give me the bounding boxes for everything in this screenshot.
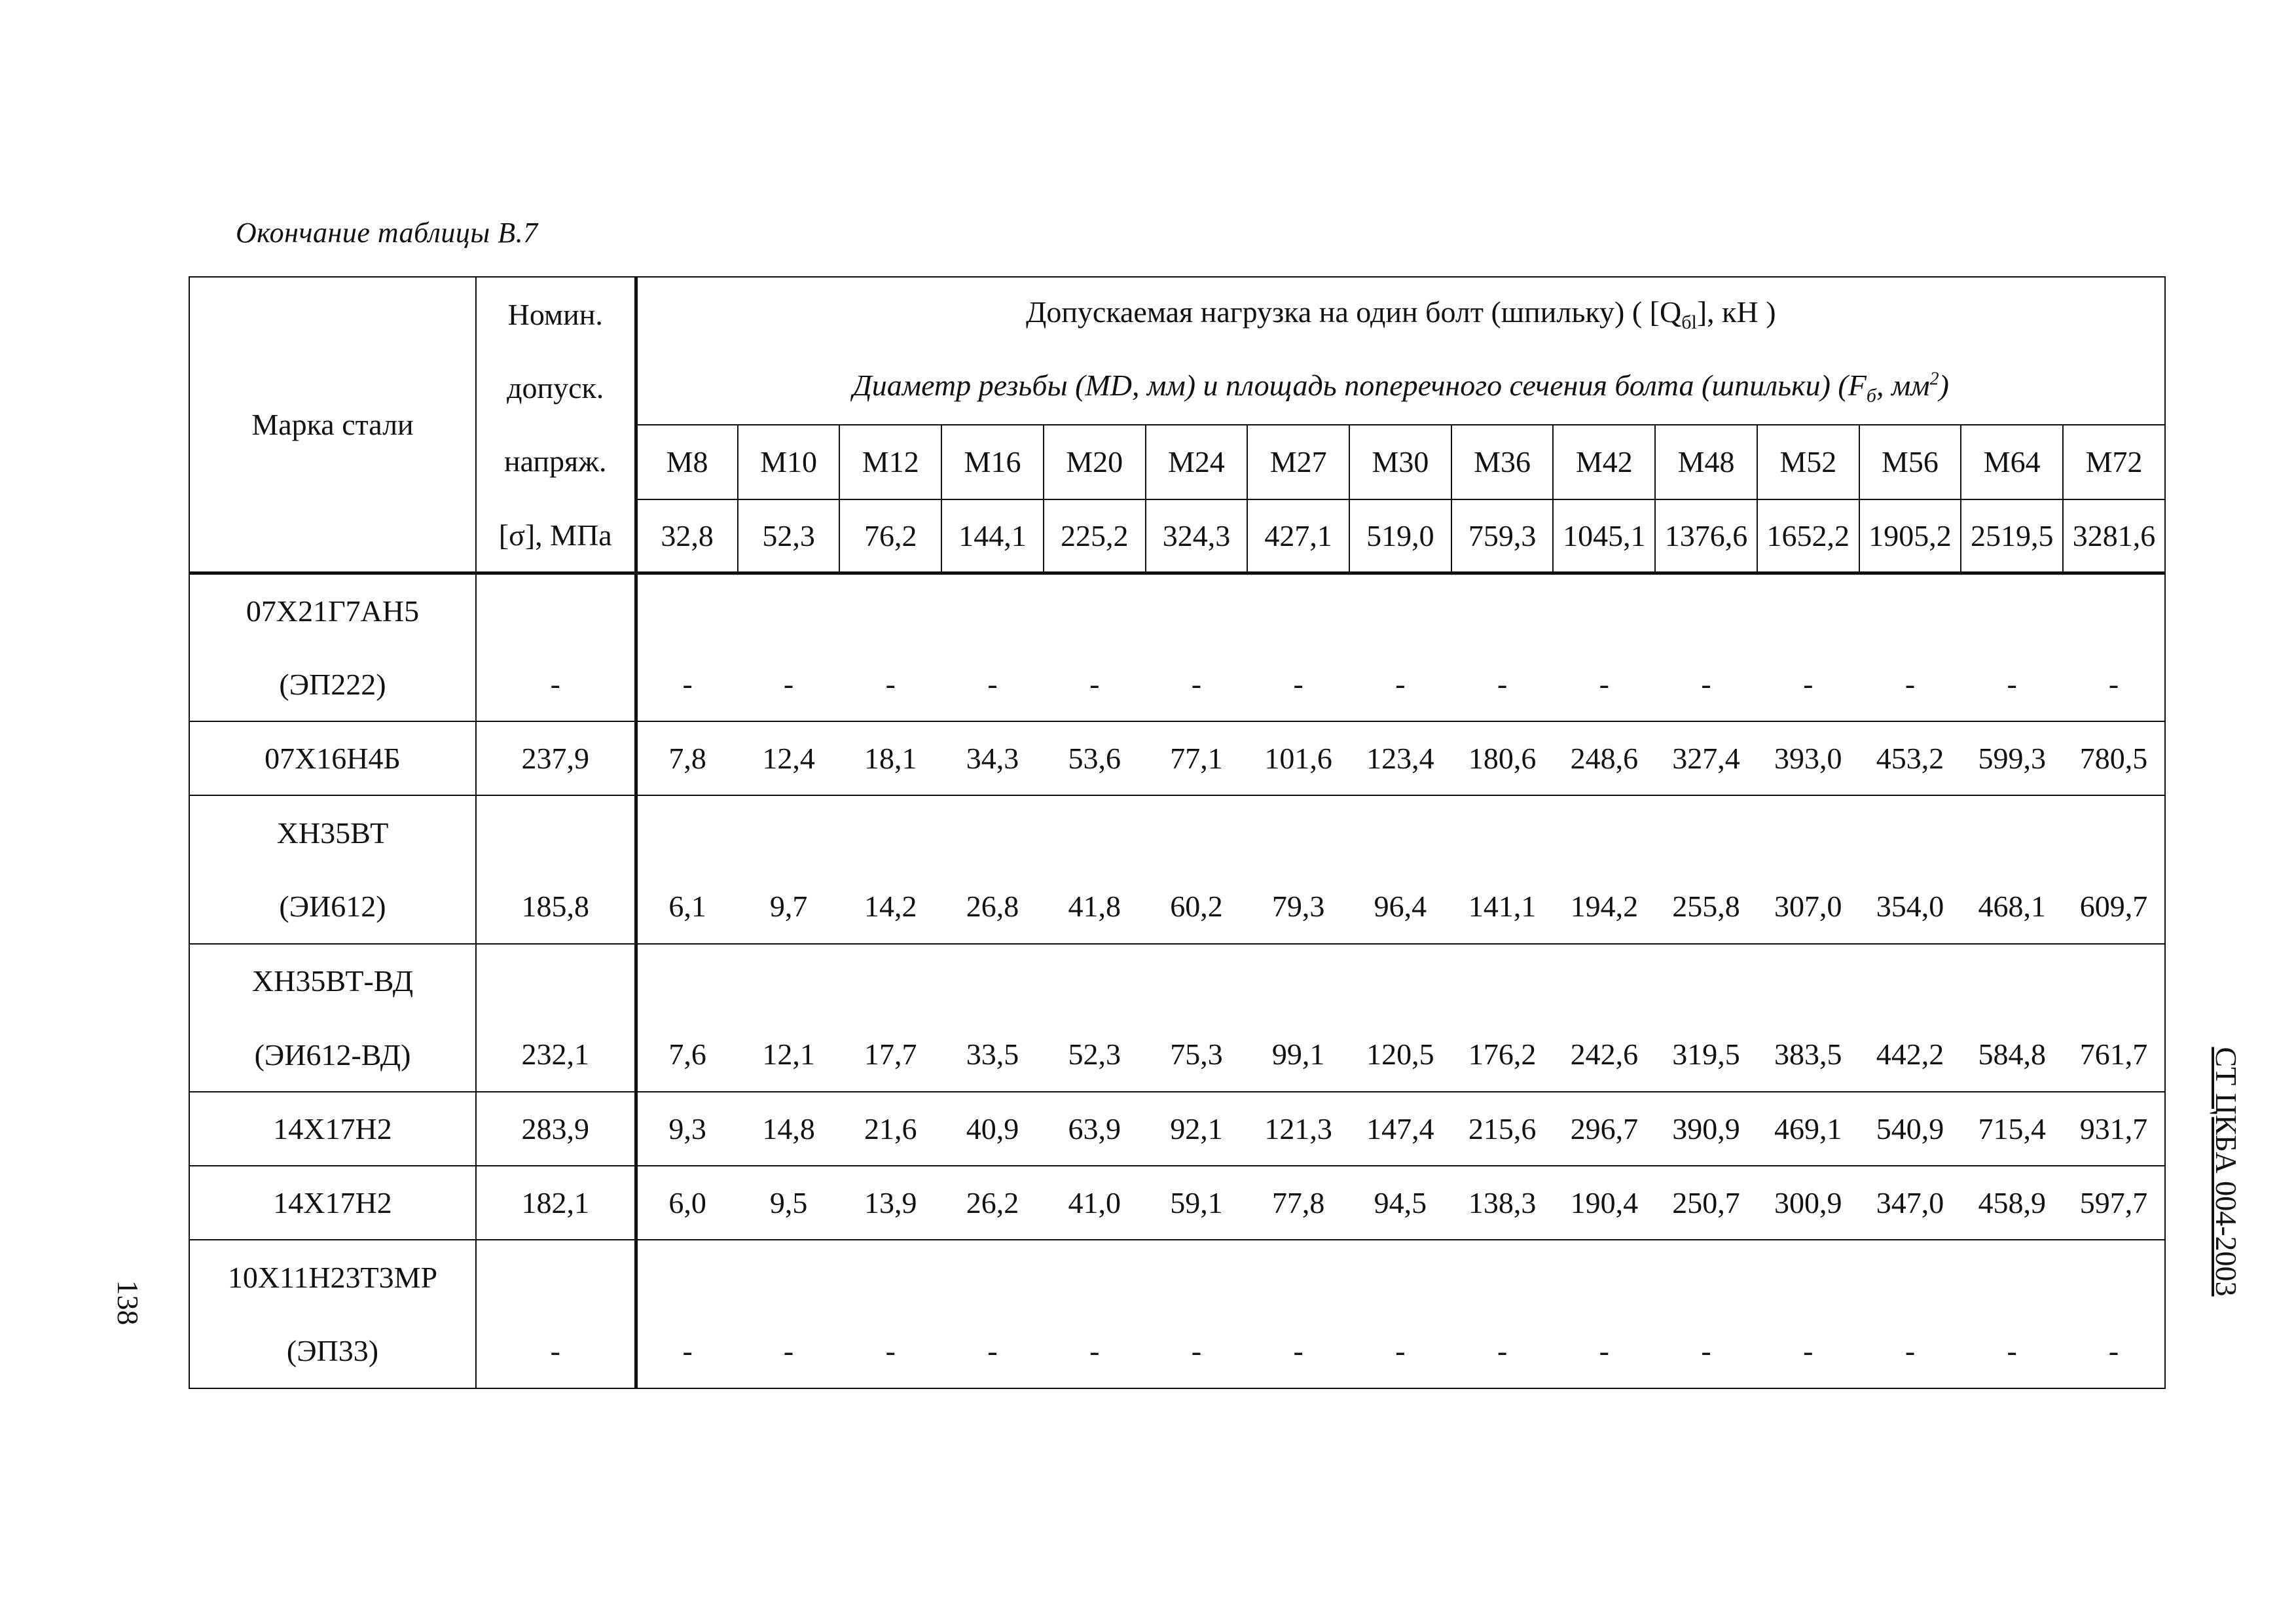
thread-size-cell: M8 bbox=[636, 425, 738, 499]
steel-grade-cell bbox=[189, 1240, 476, 1388]
load-value-cell: 931,7 bbox=[2063, 1092, 2165, 1166]
load-title-text: Допускаемая нагрузка на один болт (шпильку) ( [Q bbox=[1025, 295, 1682, 329]
load-value-cell: - bbox=[1655, 573, 1757, 721]
header-row-1 bbox=[189, 277, 2165, 351]
load-value-cell: 92,1 bbox=[1146, 1092, 1248, 1166]
diameter-title-text: Диаметр резьбы (MD, мм) и площадь поперечного сечения болта (шпильки) (F bbox=[852, 369, 1867, 403]
steel-grade-line: 14Х17Н2 bbox=[273, 1186, 392, 1220]
steel-grade-cell bbox=[189, 1166, 476, 1240]
load-value-cell: 13,9 bbox=[839, 1166, 941, 1240]
load-value-cell: 390,9 bbox=[1655, 1092, 1757, 1166]
load-value-cell: - bbox=[2063, 1240, 2165, 1388]
stress-header-line: [σ], МПа bbox=[498, 518, 612, 552]
table-row bbox=[189, 573, 2165, 721]
load-value-cell: 6,1 bbox=[636, 795, 738, 943]
stress-header-line: Номин. bbox=[507, 297, 603, 331]
load-value-cell: 123,4 bbox=[1349, 721, 1451, 795]
load-value-cell: 715,4 bbox=[1961, 1092, 2063, 1166]
load-value-cell: 101,6 bbox=[1247, 721, 1349, 795]
steel-grade-line: ХН35ВТ-ВД bbox=[251, 964, 414, 998]
load-value-cell: - bbox=[1349, 573, 1451, 721]
load-value-cell: - bbox=[839, 573, 941, 721]
table-caption: Окончание таблицы В.7 bbox=[236, 217, 538, 249]
area-cell: 3281,6 bbox=[2063, 499, 2165, 573]
area-cell: 324,3 bbox=[1146, 499, 1248, 573]
thread-size-cell: M36 bbox=[1451, 425, 1554, 499]
load-value-cell: - bbox=[1451, 573, 1554, 721]
load-value-cell: 147,4 bbox=[1349, 1092, 1451, 1166]
load-value-cell: 9,5 bbox=[738, 1166, 840, 1240]
table-row bbox=[189, 944, 2165, 1092]
area-cell: 1652,2 bbox=[1757, 499, 1859, 573]
load-value-cell: 121,3 bbox=[1247, 1092, 1349, 1166]
load-value-cell: 599,3 bbox=[1961, 721, 2063, 795]
load-value-cell: - bbox=[1146, 1240, 1248, 1388]
thread-size-cell: M42 bbox=[1553, 425, 1655, 499]
load-value-cell: - bbox=[839, 1240, 941, 1388]
load-value-cell: 59,1 bbox=[1146, 1166, 1248, 1240]
load-value-cell: - bbox=[1757, 1240, 1859, 1388]
load-value-cell: 41,0 bbox=[1044, 1166, 1146, 1240]
load-value-cell: - bbox=[738, 1240, 840, 1388]
load-value-cell: 194,2 bbox=[1553, 795, 1655, 943]
load-value-cell: 53,6 bbox=[1044, 721, 1146, 795]
load-value-cell: - bbox=[1553, 573, 1655, 721]
thread-size-cell: M56 bbox=[1859, 425, 1961, 499]
load-value-cell: 300,9 bbox=[1757, 1166, 1859, 1240]
load-value-cell: - bbox=[941, 573, 1044, 721]
load-value-cell: - bbox=[1146, 573, 1248, 721]
load-value-cell: - bbox=[1044, 573, 1146, 721]
thread-size-cell: M10 bbox=[738, 425, 840, 499]
steel-grade-cell bbox=[189, 573, 476, 721]
table-row bbox=[189, 1092, 2165, 1166]
diameter-title-unit: , мм bbox=[1876, 369, 1930, 403]
load-value-cell: 383,5 bbox=[1757, 944, 1859, 1092]
area-cell: 2519,5 bbox=[1961, 499, 2063, 573]
load-value-cell: 255,8 bbox=[1655, 795, 1757, 943]
load-value-cell: 319,5 bbox=[1655, 944, 1757, 1092]
table-row bbox=[189, 795, 2165, 943]
steel-grade-cell bbox=[189, 721, 476, 795]
area-cell: 1045,1 bbox=[1553, 499, 1655, 573]
thread-size-cell: M24 bbox=[1146, 425, 1248, 499]
load-value-cell: 584,8 bbox=[1961, 944, 2063, 1092]
area-cell: 76,2 bbox=[839, 499, 941, 573]
load-value-cell: - bbox=[1859, 1240, 1961, 1388]
steel-grade-line: (ЭИ612-ВД) bbox=[254, 1038, 411, 1072]
table-row bbox=[189, 1240, 2165, 1388]
load-value-cell: 77,1 bbox=[1146, 721, 1248, 795]
thread-size-cell: M16 bbox=[941, 425, 1044, 499]
allowable-stress-cell: 182,1 bbox=[476, 1166, 636, 1240]
diameter-title-close: ) bbox=[1939, 369, 1949, 403]
allowable-stress-cell: - bbox=[476, 1240, 636, 1388]
area-cell: 32,8 bbox=[636, 499, 738, 573]
thread-size-cell: M30 bbox=[1349, 425, 1451, 499]
load-value-cell: 14,2 bbox=[839, 795, 941, 943]
load-value-cell: 77,8 bbox=[1247, 1166, 1349, 1240]
thread-size-cell: M27 bbox=[1247, 425, 1349, 499]
load-value-cell: 141,1 bbox=[1451, 795, 1554, 943]
area-cell: 427,1 bbox=[1247, 499, 1349, 573]
load-value-cell: 327,4 bbox=[1655, 721, 1757, 795]
load-value-cell: 540,9 bbox=[1859, 1092, 1961, 1166]
load-value-cell: - bbox=[1961, 1240, 2063, 1388]
steel-grade-cell bbox=[189, 795, 476, 943]
bolt-load-table bbox=[189, 276, 2166, 1389]
load-value-cell: - bbox=[1044, 1240, 1146, 1388]
load-value-cell: 26,2 bbox=[941, 1166, 1044, 1240]
stress-header-line: допуск. bbox=[507, 370, 604, 405]
load-value-cell: 180,6 bbox=[1451, 721, 1554, 795]
load-value-cell: 12,1 bbox=[738, 944, 840, 1092]
load-value-cell: 250,7 bbox=[1655, 1166, 1757, 1240]
load-value-cell: - bbox=[1247, 573, 1349, 721]
load-value-cell: 296,7 bbox=[1553, 1092, 1655, 1166]
load-value-cell: 458,9 bbox=[1961, 1166, 2063, 1240]
load-value-cell: 21,6 bbox=[839, 1092, 941, 1166]
load-value-cell: 60,2 bbox=[1146, 795, 1248, 943]
load-value-cell: - bbox=[2063, 573, 2165, 721]
load-value-cell: 79,3 bbox=[1247, 795, 1349, 943]
load-value-cell: - bbox=[1247, 1240, 1349, 1388]
load-value-cell: 780,5 bbox=[2063, 721, 2165, 795]
steel-grade-line: 07Х16Н4Б bbox=[264, 742, 401, 776]
thread-size-cell: M64 bbox=[1961, 425, 2063, 499]
load-value-cell: 14,8 bbox=[738, 1092, 840, 1166]
load-value-cell: - bbox=[1757, 573, 1859, 721]
steel-grade-line: (ЭП33) bbox=[286, 1334, 379, 1368]
load-value-cell: 34,3 bbox=[941, 721, 1044, 795]
steel-grade-cell bbox=[189, 1092, 476, 1166]
thread-size-cell: M48 bbox=[1655, 425, 1757, 499]
load-value-cell: 99,1 bbox=[1247, 944, 1349, 1092]
allowable-stress-cell: 232,1 bbox=[476, 944, 636, 1092]
area-cell: 1905,2 bbox=[1859, 499, 1961, 573]
area-cell: 52,3 bbox=[738, 499, 840, 573]
load-value-cell: 9,7 bbox=[738, 795, 840, 943]
steel-grade-line: 10Х11Н23Т3МР bbox=[227, 1261, 438, 1295]
diameter-title-subscript: б bbox=[1866, 385, 1876, 407]
load-value-cell: 453,2 bbox=[1859, 721, 1961, 795]
load-value-cell: - bbox=[1451, 1240, 1554, 1388]
thread-size-cell: M12 bbox=[839, 425, 941, 499]
load-value-cell: 215,6 bbox=[1451, 1092, 1554, 1166]
load-value-cell: 7,6 bbox=[636, 944, 738, 1092]
load-value-cell: - bbox=[1859, 573, 1961, 721]
load-value-cell: 63,9 bbox=[1044, 1092, 1146, 1166]
load-value-cell: 17,7 bbox=[839, 944, 941, 1092]
steel-grade-line: ХН35ВТ bbox=[276, 816, 389, 850]
load-value-cell: 120,5 bbox=[1349, 944, 1451, 1092]
load-value-cell: 354,0 bbox=[1859, 795, 1961, 943]
area-cell: 519,0 bbox=[1349, 499, 1451, 573]
load-value-cell: - bbox=[1349, 1240, 1451, 1388]
stress-header-line: напряж. bbox=[504, 444, 607, 478]
load-value-cell: 52,3 bbox=[1044, 944, 1146, 1092]
load-value-cell: 347,0 bbox=[1859, 1166, 1961, 1240]
area-cell: 759,3 bbox=[1451, 499, 1554, 573]
load-value-cell: 393,0 bbox=[1757, 721, 1859, 795]
load-value-cell: 442,2 bbox=[1859, 944, 1961, 1092]
load-value-cell: 190,4 bbox=[1553, 1166, 1655, 1240]
load-value-cell: - bbox=[1655, 1240, 1757, 1388]
load-value-cell: 242,6 bbox=[1553, 944, 1655, 1092]
steel-grade-line: 14Х17Н2 bbox=[273, 1112, 392, 1146]
load-value-cell: 597,7 bbox=[2063, 1166, 2165, 1240]
load-value-cell: 40,9 bbox=[941, 1092, 1044, 1166]
load-value-cell: - bbox=[636, 1240, 738, 1388]
load-value-cell: 26,8 bbox=[941, 795, 1044, 943]
allowable-stress-cell: 185,8 bbox=[476, 795, 636, 943]
allowable-stress-cell: - bbox=[476, 573, 636, 721]
thread-size-cell: M20 bbox=[1044, 425, 1146, 499]
load-value-cell: - bbox=[941, 1240, 1044, 1388]
load-value-cell: 7,8 bbox=[636, 721, 738, 795]
load-value-cell: 761,7 bbox=[2063, 944, 2165, 1092]
load-value-cell: 138,3 bbox=[1451, 1166, 1554, 1240]
document-code: СТ ЦКБА 004-2003 bbox=[2210, 1047, 2243, 1297]
load-value-cell: 248,6 bbox=[1553, 721, 1655, 795]
steel-grade-header: Марка стали bbox=[189, 277, 476, 573]
load-value-cell: 41,8 bbox=[1044, 795, 1146, 943]
load-value-cell: 469,1 bbox=[1757, 1092, 1859, 1166]
area-cell: 144,1 bbox=[941, 499, 1044, 573]
load-value-cell: 6,0 bbox=[636, 1166, 738, 1240]
diameter-title bbox=[636, 351, 2165, 425]
steel-grade-line: (ЭП222) bbox=[279, 667, 386, 701]
steel-grade-line: 07Х21Г7АН5 bbox=[246, 594, 420, 628]
load-value-cell: 33,5 bbox=[941, 944, 1044, 1092]
page-number: 138 bbox=[111, 1280, 145, 1326]
load-value-cell: 307,0 bbox=[1757, 795, 1859, 943]
load-value-cell: - bbox=[636, 573, 738, 721]
load-value-cell: - bbox=[738, 573, 840, 721]
allowable-stress-cell: 283,9 bbox=[476, 1092, 636, 1166]
thread-size-cell: M52 bbox=[1757, 425, 1859, 499]
load-value-cell: 75,3 bbox=[1146, 944, 1248, 1092]
load-value-cell: 9,3 bbox=[636, 1092, 738, 1166]
steel-grade-cell bbox=[189, 944, 476, 1092]
area-cell: 1376,6 bbox=[1655, 499, 1757, 573]
table-row bbox=[189, 1166, 2165, 1240]
steel-grade-line: (ЭИ612) bbox=[279, 890, 386, 924]
allowable-stress-cell: 237,9 bbox=[476, 721, 636, 795]
load-title bbox=[636, 277, 2165, 351]
area-cell: 225,2 bbox=[1044, 499, 1146, 573]
load-title-subscript: бl bbox=[1681, 312, 1697, 334]
load-value-cell: - bbox=[1553, 1240, 1655, 1388]
load-value-cell: 18,1 bbox=[839, 721, 941, 795]
diameter-title-superscript: 2 bbox=[1929, 369, 1939, 389]
load-value-cell: - bbox=[1961, 573, 2063, 721]
thread-size-cell: M72 bbox=[2063, 425, 2165, 499]
load-value-cell: 176,2 bbox=[1451, 944, 1554, 1092]
load-value-cell: 12,4 bbox=[738, 721, 840, 795]
stress-header bbox=[476, 277, 636, 573]
load-title-unit: ], кН ) bbox=[1696, 295, 1776, 329]
load-value-cell: 609,7 bbox=[2063, 795, 2165, 943]
load-value-cell: 468,1 bbox=[1961, 795, 2063, 943]
load-value-cell: 96,4 bbox=[1349, 795, 1451, 943]
load-value-cell: 94,5 bbox=[1349, 1166, 1451, 1240]
table-row bbox=[189, 721, 2165, 795]
